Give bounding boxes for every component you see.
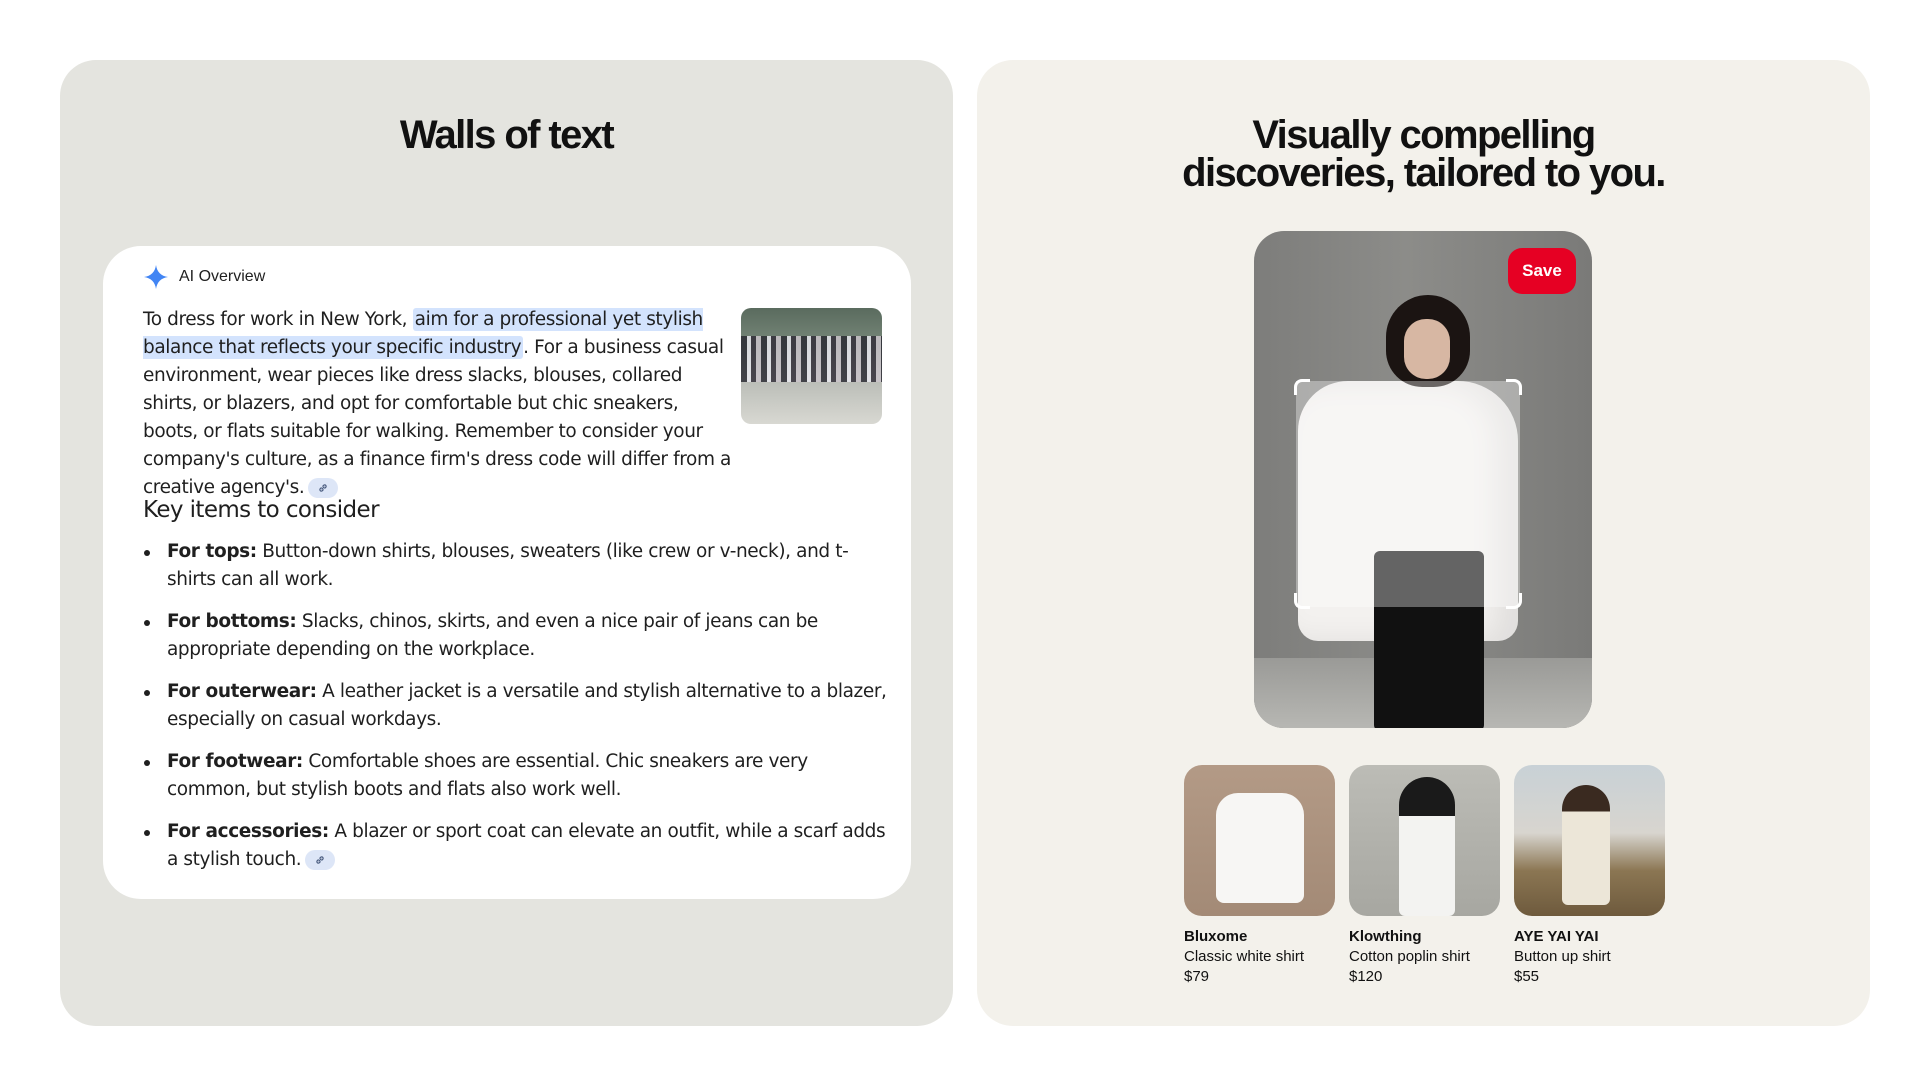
walls-of-text-panel [60,60,953,1026]
product-price: $120 [1349,968,1383,985]
product-name: Cotton poplin shirt [1349,948,1470,965]
intro-text-end: . For a business casual environment, wear pieces like dress slacks, blouses, collared shirts, or blazers, and opt for comfortable but chic sneakers, boots, or flats suitable for walking. Remember to consider your company's culture, as a finance firm's dress code will differ from a creative agency's. [143,337,731,498]
source-link-chip[interactable] [308,478,338,498]
list-item: For accessories: A blazer or sport coat can elevate an outfit, while a scarf adds a stylish touch. [143,818,888,874]
panel-title: Walls of text [399,113,614,157]
title-line-2: discoveries, tailored to you. [1182,151,1665,195]
source-link-chip[interactable] [305,850,335,870]
fashion-pin-image[interactable] [1254,231,1592,728]
list-item: For footwear: Comfortable shoes are essential. Chic sneakers are very common, but stylish boots and flats also work well. [143,748,888,804]
title-line-1: Visually compelling [1252,113,1595,157]
crop-corner-handle[interactable] [1506,593,1522,609]
product-card[interactable] [1514,765,1665,985]
product-image[interactable] [1514,765,1665,916]
ai-overview-card [103,246,911,899]
crop-corner-handle[interactable] [1294,379,1310,395]
link-icon [314,854,326,866]
street-photo-thumbnail[interactable] [741,308,882,424]
panel-title [977,113,1870,195]
key-items-heading: Key items to consider [143,497,379,523]
product-card[interactable] [1184,765,1335,985]
crop-corner-handle[interactable] [1294,593,1310,609]
save-button[interactable]: Save [1508,248,1576,294]
sparkle-icon [143,264,169,290]
intro-highlight[interactable]: aim for a professional yet stylish balance that reflects your specific industry [143,309,703,358]
product-price: $55 [1514,968,1540,985]
list-item: For tops: Button-down shirts, blouses, sweaters (like crew or v-neck), and t-shirts can all work. [143,538,888,594]
intro-text-start: To dress for work in New York, [143,309,413,330]
product-image[interactable] [1349,765,1500,916]
ai-overview-header [143,264,265,290]
product-name: Button up shirt [1514,948,1611,965]
visual-discovery-panel [977,60,1870,1026]
product-brand: Bluxome [1184,928,1248,945]
product-brand: Klowthing [1349,928,1422,945]
product-price: $79 [1184,968,1210,985]
ai-overview-label: AI Overview [179,268,266,285]
crop-corner-handle[interactable] [1506,379,1522,395]
product-brand: AYE YAI YAI [1514,928,1599,945]
product-image[interactable] [1184,765,1335,916]
key-items-list [143,538,888,888]
crowd-image [741,336,882,382]
product-card[interactable] [1349,765,1500,985]
list-item: For bottoms: Slacks, chinos, skirts, and even a nice pair of jeans can be appropriate depending on the workplace. [143,608,888,664]
product-results [1184,765,1665,985]
product-name: Classic white shirt [1184,948,1305,965]
visual-search-crop-frame[interactable] [1296,381,1520,607]
ai-overview-intro [143,306,733,502]
list-item: For outerwear: A leather jacket is a versatile and stylish alternative to a blazer, especially on casual workdays. [143,678,888,734]
link-icon [317,482,329,494]
model-face [1404,319,1450,379]
